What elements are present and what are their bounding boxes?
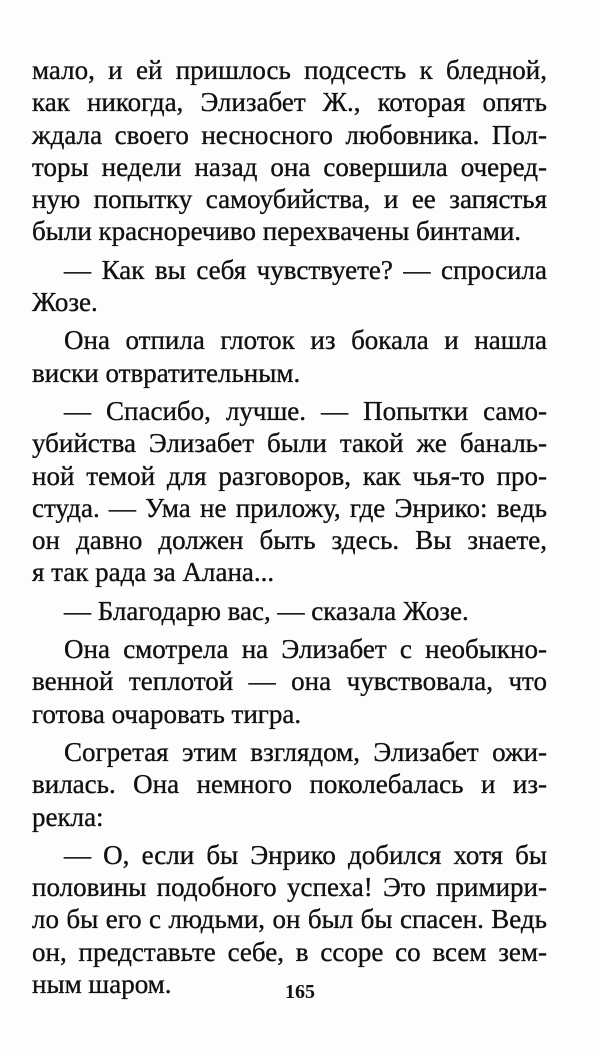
text-line-1: мало, и ей пришлось подсесть к бледной, (32, 55, 547, 85)
text-line-6: были красноречиво перехвачены бинтами. (32, 216, 522, 247)
text-line-28: ным шаром. (32, 969, 172, 1000)
text-line-14: студа. — Ума не приложу, где Энрико: ведь (32, 492, 547, 523)
text-line-3: ждала своего несносного любовника. Пол- (32, 119, 547, 150)
text-line-11: — Спасибо, лучше. — Попытки само- (64, 395, 547, 426)
text-line-19: венной теплотой — она чувствовала, что (32, 666, 547, 697)
text-line-27: он, представьте себе, в ссоре со всем зем- (32, 936, 547, 967)
text-line-12: убийства Элизабет были такой же баналь- (32, 428, 547, 459)
text-line-15: он давно должен быть здесь. Вы знаете, (32, 525, 547, 556)
text-line-21: Согретая этим взглядом, Элизабет ожи- (64, 736, 547, 767)
body-text (32, 54, 547, 1000)
text-line-4: торы недели назад она совершила очеред- (32, 151, 547, 182)
text-line-26: ло бы его с людьми, он был бы спасен. Ведь (32, 904, 547, 935)
page-number: 165 (285, 981, 315, 1003)
text-line-5: ную попытку самоубийства, и ее запястья (32, 184, 547, 215)
text-line-2: как никогда, Элизабет Ж., которая опять (32, 87, 547, 118)
text-line-24: — О, если бы Энрико добился хотя бы (64, 839, 547, 870)
text-line-7: — Как вы себя чувствуете? — спросила (64, 254, 547, 285)
text-line-23: рекла: (32, 801, 104, 832)
text-line-17: — Благодарю вас, — сказала Жозе. (64, 595, 469, 626)
text-line-25: половины подобного успеха! Это примири- (32, 872, 547, 903)
text-line-22: вилась. Она немного поколебалась и из- (32, 769, 547, 800)
text-line-16: я так рада за Алана... (32, 557, 275, 588)
text-line-20: готова очаровать тигра. (32, 698, 302, 729)
text-line-13: ной темой для разговоров, как чья-то про- (32, 460, 547, 491)
text-line-10: виски отвратительным. (32, 357, 301, 388)
text-line-18: Она смотрела на Элизабет с необыкно- (64, 634, 547, 665)
text-line-9: Она отпила глоток из бокала и нашла (64, 325, 547, 356)
text-line-8: Жозе. (32, 287, 98, 318)
